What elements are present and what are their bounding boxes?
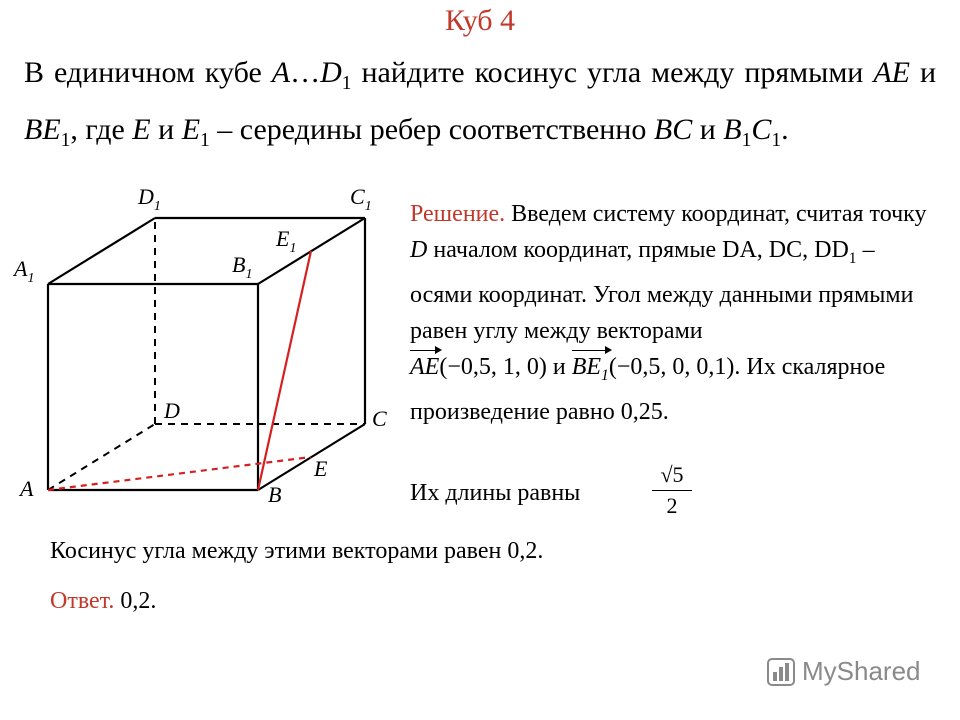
logo-icon	[766, 657, 796, 687]
problem-statement: В единичном кубе $A\dots D_1$ найдите косинус угла между прямыми AE и $BE_1$, где E и $E_1$ – середины ребер соответственно BC и $B_1C_1$.	[24, 56, 936, 151]
edge-b1-c1	[258, 218, 365, 284]
edge-a-d-hidden	[48, 424, 155, 490]
label-c: C	[372, 406, 387, 431]
vector-be1: $BE_1$	[572, 349, 609, 394]
label-b: B	[268, 482, 282, 507]
length-fraction: $\frac{√5}{2}$	[652, 462, 692, 519]
label-a: A	[20, 476, 34, 501]
answer-label: Ответ.	[50, 588, 115, 614]
label-e1: $E_1$	[276, 226, 297, 256]
answer-value: 0,2.	[114, 588, 157, 614]
label-b1: $B_1$	[232, 252, 253, 282]
line-be1	[258, 251, 311, 490]
label-d: D	[164, 398, 180, 423]
vector-ae: AE	[410, 349, 439, 385]
edge-b-c	[258, 424, 365, 490]
cosine-result: Косинус угла между этими векторами равен 0,2.	[50, 538, 544, 564]
label-d1: $D_1$	[138, 184, 161, 214]
label-e: E	[314, 456, 328, 481]
watermark-logo: MyShared	[766, 656, 921, 687]
answer	[50, 588, 156, 615]
slide-title: Куб 4	[444, 4, 516, 37]
label-c1: $C_1$	[350, 184, 372, 214]
label-a1: $A_1$	[14, 256, 35, 286]
solution-text: Решение. Введем систему координат, считая точку D началом координат, прямые DA, DC, $DD_1$ – осями координат. Угол между данными прямыми равен углу между векторами AE(−0,5, 1, 0) и $BE_1(-0,5$, 0, 0,1). Их скалярное произведение равно 0,25.	[410, 201, 927, 425]
cube-diagram	[10, 180, 410, 520]
solution-label: Решение.	[410, 201, 506, 227]
lengths-text: Их длины равны	[410, 480, 581, 506]
edge-a1-d1	[48, 218, 155, 284]
